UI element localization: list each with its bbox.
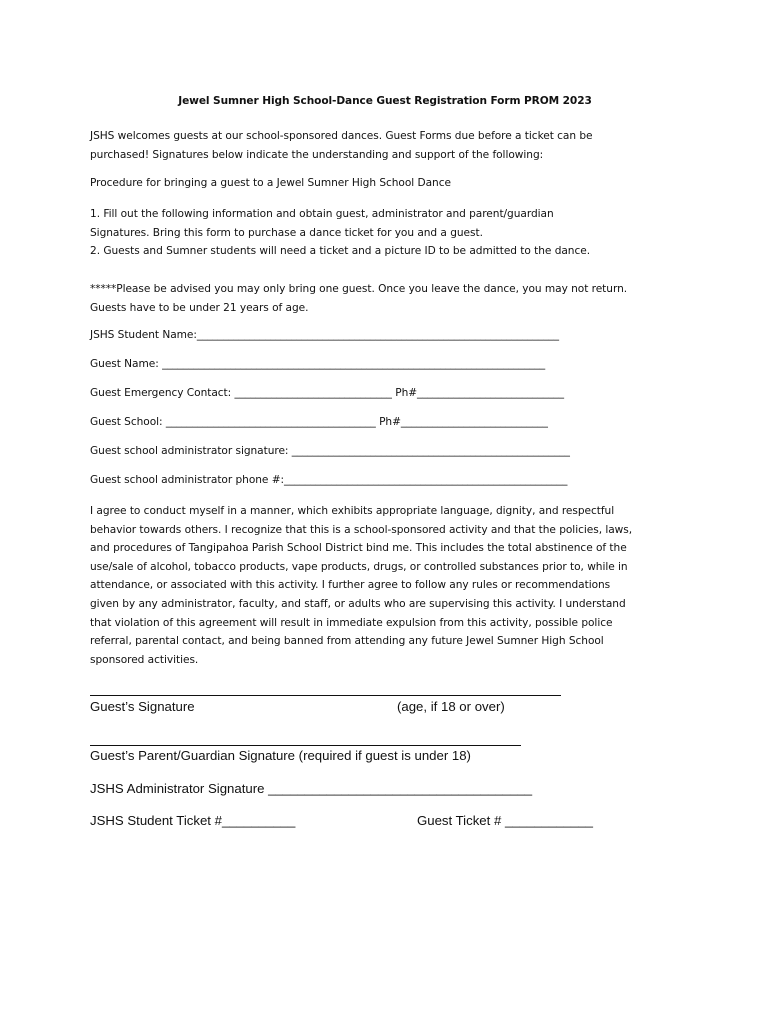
guest-school-field[interactable]: Guest School: ________________________________________ Ph#____________________________ — [90, 416, 548, 428]
agreement-line: given by any administrator, faculty, and staff, or adults who are supervising this activity. I understand — [90, 597, 626, 610]
procedure-steps — [90, 205, 680, 261]
agreement-paragraph — [90, 502, 690, 669]
agreement-line: that violation of this agreement will result in immediate expulsion from this activity, possible police — [90, 616, 613, 629]
admin-phone-field[interactable]: Guest school administrator phone #:______________________________________________________ — [90, 474, 568, 486]
parent-signature-label: Guest’s Parent/Guardian Signature (required if guest is under 18) — [90, 748, 471, 763]
jshs-admin-signature-field[interactable]: JSHS Administrator Signature ____________________________________ — [90, 781, 533, 796]
agreement-line: and procedures of Tangipahoa Parish School District bind me. This includes the total abstinence of the — [90, 542, 627, 555]
student-ticket-field[interactable]: JSHS Student Ticket #__________ — [90, 813, 296, 828]
intro-line: JSHS welcomes guests at our school-sponsored dances. Guest Forms due before a ticket can be — [90, 130, 593, 142]
agreement-line: referral, parental contact, and being banned from attending any future Jewel Sumner High School — [90, 635, 604, 648]
notice-paragraph — [90, 280, 680, 317]
agreement-line: attendance, or associated with this activity. I further agree to follow any rules or recommendations — [90, 579, 611, 592]
guest-signature-line[interactable] — [90, 695, 561, 696]
guest-name-field[interactable]: Guest Name: _________________________________________________________________________ — [90, 358, 546, 370]
parent-signature-line[interactable] — [90, 745, 521, 746]
step-line: Signatures. Bring this form to purchase a dance ticket for you and a guest. — [90, 226, 483, 239]
agreement-line: I agree to conduct myself in a manner, which exhibits appropriate language, dignity, and respectful — [90, 505, 615, 517]
student-name-field[interactable]: JSHS Student Name:_____________________________________________________________________ — [90, 329, 559, 341]
agreement-line: sponsored activities. — [90, 653, 199, 666]
age-label: (age, if 18 or over) — [397, 699, 505, 714]
agreement-line: use/sale of alcohol, tobacco products, vape products, drugs, or controlled substances prior to, while in — [90, 560, 628, 573]
agreement-line: behavior towards others. I recognize that this is a school-sponsored activity and that the policies, laws, — [90, 523, 633, 536]
notice-line: *****Please be advised you may only bring one guest. Once you leave the dance, you may not return. — [90, 283, 628, 295]
step-line: 2. Guests and Sumner students will need a ticket and a picture ID to be admitted to the dance. — [90, 245, 591, 258]
guest-ticket-field[interactable]: Guest Ticket # ____________ — [417, 813, 593, 828]
form-title: Jewel Sumner High School-Dance Guest Registration Form PROM 2023 — [178, 95, 592, 107]
guest-signature-label: Guest’s Signature — [90, 699, 195, 714]
intro-paragraph — [90, 127, 680, 164]
notice-line: Guests have to be under 21 years of age. — [90, 301, 309, 314]
admin-signature-field[interactable]: Guest school administrator signature: _____________________________________________________ — [90, 445, 570, 457]
intro-line: purchased! Signatures below indicate the understanding and support of the following: — [90, 148, 544, 161]
procedure-heading: Procedure for bringing a guest to a Jewel Sumner High School Dance — [90, 177, 451, 189]
emergency-contact-field[interactable]: Guest Emergency Contact: ______________________________ Ph#____________________________ — [90, 387, 564, 399]
step-line: 1. Fill out the following information and obtain guest, administrator and parent/guardian — [90, 208, 554, 220]
